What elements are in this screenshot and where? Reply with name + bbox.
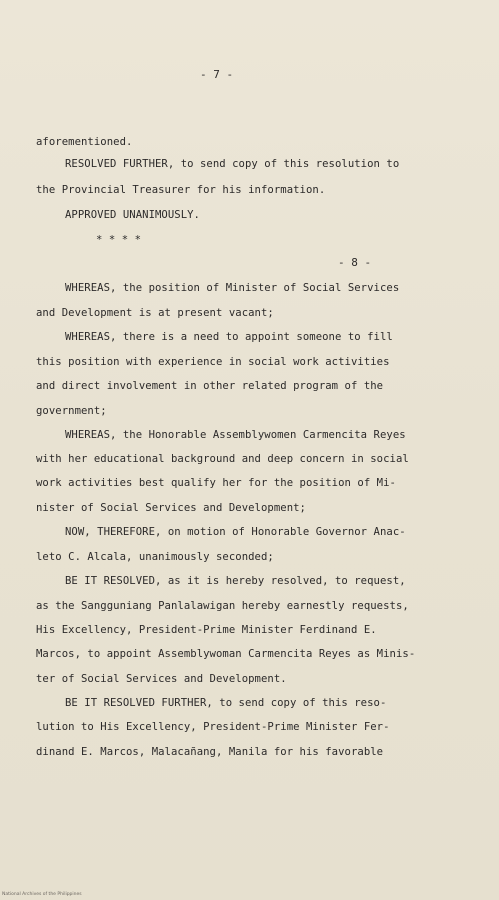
second-page-number: - 8 - bbox=[338, 256, 372, 269]
text-line-2: RESOLVED FURTHER, to send copy of this resolution to bbox=[65, 158, 400, 170]
text-line-9: this position with experience in social work activities bbox=[36, 356, 390, 368]
text-line-7: and Development is at present vacant; bbox=[36, 307, 274, 319]
text-line-13: with her educational background and deep concern in social bbox=[36, 453, 409, 465]
text-line-24: lution to His Excellency, President-Prime Minister Fer- bbox=[36, 721, 390, 733]
text-line-12: WHEREAS, the Honorable Assemblywomen Carmencita Reyes bbox=[65, 429, 406, 441]
text-line-6: WHEREAS, the position of Minister of Social Services bbox=[65, 282, 400, 294]
text-line-20: His Excellency, President-Prime Minister Ferdinand E. bbox=[36, 624, 377, 636]
text-line-15: nister of Social Services and Development; bbox=[36, 502, 306, 514]
archive-footer: National Archives of the Philippines bbox=[2, 892, 82, 897]
text-line-3: the Provincial Treasurer for his information. bbox=[36, 184, 326, 196]
text-line-11: government; bbox=[36, 405, 107, 417]
text-line-25: dinand E. Marcos, Malacañang, Manila for his favorable bbox=[36, 746, 384, 758]
text-line-10: and direct involvement in other related program of the bbox=[36, 380, 384, 392]
text-line-19: as the Sangguniang Panlalawigan hereby earnestly requests, bbox=[36, 600, 409, 612]
text-line-22: ter of Social Services and Development. bbox=[36, 673, 287, 685]
text-line-16: NOW, THEREFORE, on motion of Honorable Governor Anac- bbox=[65, 526, 406, 538]
text-line-23: BE IT RESOLVED FURTHER, to send copy of this reso- bbox=[65, 697, 387, 709]
text-line-21: Marcos, to appoint Assemblywoman Carmencita Reyes as Minis- bbox=[36, 648, 416, 660]
text-line-17: leto C. Alcala, unanimously seconded; bbox=[36, 551, 274, 563]
text-line-1: aforementioned. bbox=[36, 136, 133, 148]
text-line-8: WHEREAS, there is a need to appoint someone to fill bbox=[65, 331, 393, 343]
page-number: - 7 - bbox=[200, 68, 234, 81]
text-line-14: work activities best qualify her for the position of Mi- bbox=[36, 477, 396, 489]
text-line-5: * * * * bbox=[96, 234, 141, 246]
text-line-18: BE IT RESOLVED, as it is hereby resolved, to request, bbox=[65, 575, 406, 587]
text-line-4: APPROVED UNANIMOUSLY. bbox=[65, 209, 200, 221]
